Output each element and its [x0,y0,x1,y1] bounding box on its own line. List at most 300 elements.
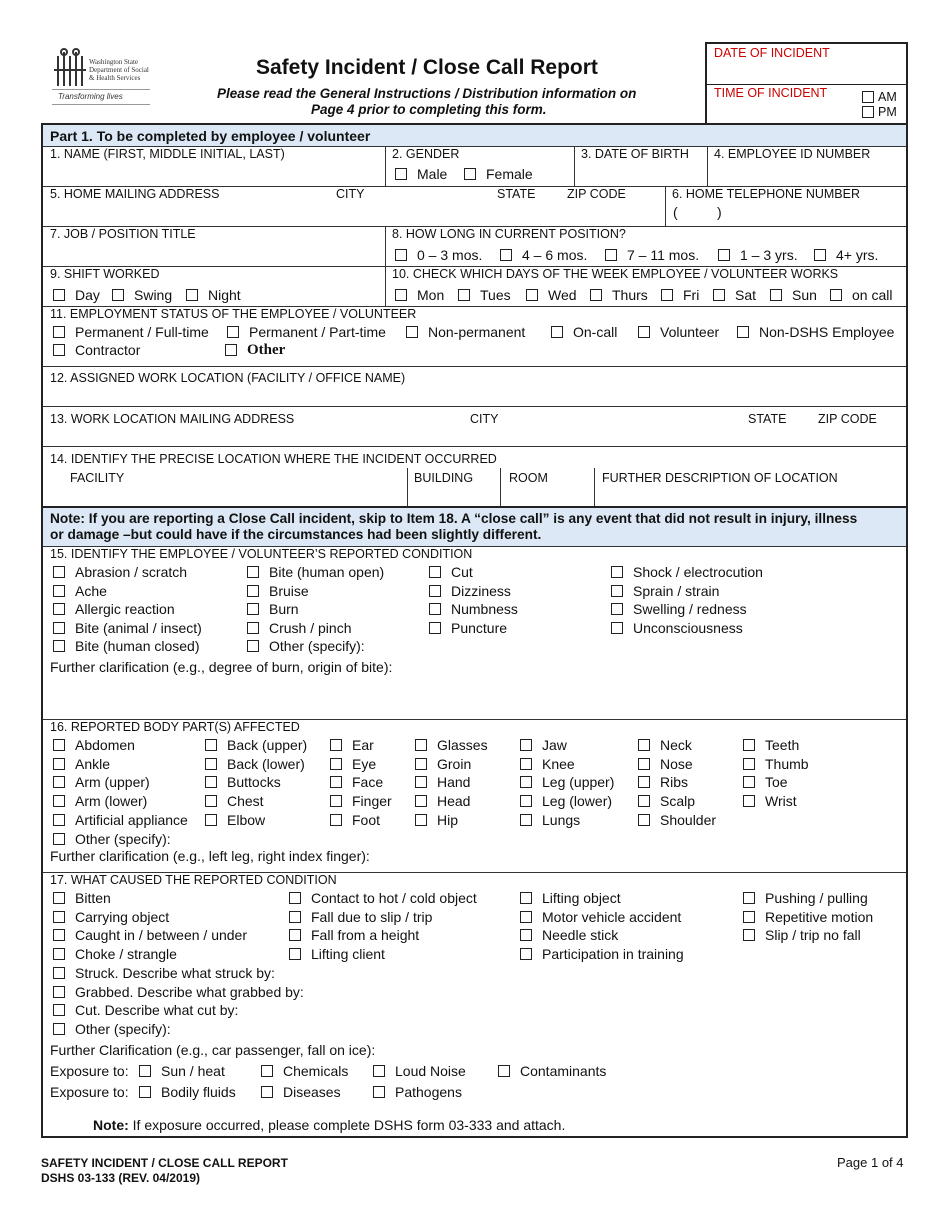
option-knee[interactable] [520,756,575,772]
checkbox[interactable] [330,739,342,751]
shift-option: Swing [134,287,173,303]
pm-checkbox[interactable] [862,106,874,118]
option-bitten[interactable] [53,890,111,906]
checkbox[interactable] [415,795,427,807]
female-label: Female [486,166,533,182]
shift-label: 9. SHIFT WORKED [50,267,160,281]
date-of-incident-label: DATE OF INCIDENT [714,46,830,60]
checkbox[interactable] [743,929,755,941]
checkbox-label: Numbness [451,601,518,617]
checkbox[interactable] [53,795,65,807]
option-ear[interactable] [330,737,374,753]
checkbox-label: Allergic reaction [75,601,175,617]
status-option: Volunteer [660,324,720,340]
day-tues-checkbox[interactable] [458,289,470,301]
checkbox-label: Shock / electrocution [633,564,763,580]
option-cut[interactable] [429,564,473,580]
tenure-option: 4 – 6 mos. [522,247,588,263]
checkbox-label: Loud Noise [395,1063,466,1079]
checkbox-label: Ear [352,737,374,753]
checkbox-label: Burn [269,601,299,617]
option-elbow[interactable] [205,812,265,828]
checkbox[interactable] [429,585,441,597]
date-of-incident-field[interactable] [707,44,906,85]
phone-paren-right: ) [717,204,722,220]
am-label: AM [878,90,897,104]
option-chemicals[interactable] [261,1063,348,1079]
checkbox[interactable] [373,1086,385,1098]
option-abrasion-scratch[interactable] [53,564,187,580]
status-option: Non-permanent [428,324,526,340]
option-jaw[interactable] [520,737,567,753]
checkbox[interactable] [330,795,342,807]
option-ankle[interactable] [53,756,110,772]
close-call-note [43,508,906,547]
tenure-4-6-checkbox[interactable] [500,249,512,261]
option-bodily-fluids[interactable] [139,1084,236,1100]
option-arm-lower[interactable] [53,793,147,809]
status-oncall-checkbox[interactable] [551,326,563,338]
checkbox-label: Other (specify): [269,638,365,654]
option-grabbed-describe-what-grabbed-by[interactable] [53,984,304,1000]
instructions-line1: Please read the General Instructions / Distribution information on [217,86,637,101]
precise-location-label: 14. IDENTIFY THE PRECISE LOCATION WHERE THE INCIDENT OCCURRED [50,452,497,466]
checkbox-label: Crush / pinch [269,619,352,636]
checkbox[interactable] [53,622,65,634]
checkbox[interactable] [53,739,65,751]
checkbox[interactable] [743,795,755,807]
logo-icon [52,48,88,88]
option-burn[interactable] [247,601,299,617]
checkbox[interactable] [247,603,259,615]
checkbox[interactable] [289,929,301,941]
option-motor-vehicle-accident[interactable] [520,909,681,925]
option-bite-human-closed[interactable] [53,638,200,654]
checkbox-label: Glasses [437,737,488,753]
job-title-label: 7. JOB / POSITION TITLE [50,227,196,241]
checkbox-label: Bodily fluids [161,1084,236,1100]
checkbox-label: Cut [451,564,473,580]
option-struck-describe-what-struck-by[interactable] [53,965,275,981]
checkbox[interactable] [638,795,650,807]
option-sprain-strain[interactable] [611,583,719,599]
option-back-upper[interactable] [205,737,307,753]
am-checkbox[interactable] [862,91,874,103]
checkbox[interactable] [330,776,342,788]
checkbox[interactable] [415,776,427,788]
checkbox-label: Bruise [269,582,309,599]
checkbox[interactable] [53,566,65,578]
option-fall-from-a-height[interactable] [289,927,419,943]
option-leg-lower[interactable] [520,793,612,809]
employee-id-label: 4. EMPLOYEE ID NUMBER [714,147,871,161]
option-needle-stick[interactable] [520,927,618,943]
option-cut-describe-what-cut-by[interactable] [53,1002,238,1018]
checkbox[interactable] [743,776,755,788]
option-bite-human-open[interactable] [247,564,384,580]
option-choke-strangle[interactable] [53,946,177,962]
checkbox[interactable] [520,814,532,826]
checkbox[interactable] [205,795,217,807]
checkbox-label: Abdomen [75,737,135,753]
checkbox[interactable] [53,603,65,615]
checkbox-label: Hip [437,811,459,828]
checkbox[interactable] [520,911,532,923]
checkbox[interactable] [638,814,650,826]
checkbox-label: Unconsciousness [633,619,743,636]
option-ache[interactable] [53,583,107,599]
checkbox[interactable] [53,929,65,941]
checkbox[interactable] [289,948,301,960]
option-face[interactable] [330,774,383,790]
pm-label: PM [878,105,897,119]
status-nondshs-checkbox[interactable] [737,326,749,338]
home-address-label: 5. HOME MAILING ADDRESS [50,187,220,201]
option-bruise[interactable] [247,583,309,599]
checkbox-label: Other (specify): [75,1020,171,1037]
checkbox[interactable] [261,1065,273,1077]
day-option: Fri [683,287,700,303]
option-diseases[interactable] [261,1084,341,1100]
status-fulltime-checkbox[interactable] [53,326,65,338]
instructions-line2: Page 4 prior to completing this form. [311,102,547,117]
page-number: Page 1 of 4 [837,1155,904,1170]
status-volunteer-checkbox[interactable] [638,326,650,338]
option-numbness[interactable] [429,601,518,617]
checkbox[interactable] [429,566,441,578]
status-other-checkbox[interactable] [225,344,237,356]
option-contaminants[interactable] [498,1063,606,1079]
checkbox[interactable] [498,1065,510,1077]
status-option: On-call [573,324,618,340]
shift-day-checkbox[interactable] [53,289,65,301]
checkbox[interactable] [330,758,342,770]
checkbox[interactable] [611,585,623,597]
day-option: on call [852,287,893,303]
checkbox-label: Lifting client [311,945,385,962]
dob-label: 3. DATE OF BIRTH [581,147,689,161]
option-carrying-object[interactable] [53,909,169,925]
day-option: Sat [735,287,757,303]
option-leg-upper[interactable] [520,774,614,790]
checkbox[interactable] [53,948,65,960]
checkbox-label: Groin [437,755,472,772]
option-lungs[interactable] [520,812,580,828]
option-unconsciousness[interactable] [611,620,743,636]
checkbox-label: Back (upper) [227,737,308,753]
checkbox[interactable] [415,814,427,826]
checkbox[interactable] [53,911,65,923]
checkbox[interactable] [261,1086,273,1098]
option-head[interactable] [415,793,470,809]
checkbox-label: Wrist [765,793,797,810]
option-foot[interactable] [330,812,380,828]
checkbox[interactable] [53,1004,65,1016]
checkbox-label: Elbow [227,811,266,828]
option-back-lower[interactable] [205,756,305,772]
status-option: Permanent / Part-time [249,324,386,340]
option-teeth[interactable] [743,737,799,753]
option-slip-trip-no-fall[interactable] [743,927,861,943]
checkbox[interactable] [520,795,532,807]
checkbox-label: Teeth [765,737,800,753]
checkbox[interactable] [53,892,65,904]
checkbox[interactable] [638,739,650,751]
checkbox-label: Caught in / between / under [75,927,248,943]
checkbox[interactable] [53,967,65,979]
tenure-option: 1 – 3 yrs. [740,247,798,263]
option-neck[interactable] [638,737,692,753]
option-other-specify[interactable] [53,831,171,847]
day-oncall-checkbox[interactable] [830,289,842,301]
checkbox[interactable] [53,776,65,788]
checkbox[interactable] [520,948,532,960]
checkbox-label: Buttocks [227,774,281,791]
option-scalp[interactable] [638,793,695,809]
checkbox-label: Bite (human closed) [75,638,200,654]
date-time-box [705,42,908,125]
employment-status-label: 11. EMPLOYMENT STATUS OF THE EMPLOYEE / VOLUNTEER [50,307,417,321]
checkbox-label: Finger [352,793,392,810]
checkbox-label: Toe [765,774,788,791]
checkbox[interactable] [53,833,65,845]
option-abdomen[interactable] [53,737,135,753]
checkbox[interactable] [611,566,623,578]
status-contractor-checkbox[interactable] [53,344,65,356]
checkbox-label: Contaminants [520,1063,607,1079]
checkbox-label: Fall due to slip / trip [311,908,433,925]
checkbox-label: Arm (lower) [75,793,148,810]
checkbox[interactable] [429,603,441,615]
checkbox[interactable] [139,1065,151,1077]
option-other-specify[interactable] [53,1021,171,1037]
checkbox-label: Ankle [75,755,111,772]
condition-clarify-label: Further clarification (e.g., degree of burn, origin of bite): [50,659,393,675]
checkbox-label: Struck. Describe what struck by: [75,965,275,981]
option-dizziness[interactable] [429,583,511,599]
checkbox[interactable] [520,892,532,904]
option-arm-upper[interactable] [53,774,150,790]
checkbox[interactable] [247,566,259,578]
option-wrist[interactable] [743,793,797,809]
option-pathogens[interactable] [373,1084,462,1100]
option-shock-electrocution[interactable] [611,564,763,580]
option-ribs[interactable] [638,774,688,790]
checkbox-label: Lifting object [542,890,621,906]
option-lifting-object[interactable] [520,890,621,906]
checkbox[interactable] [638,758,650,770]
status-nonpermanent-checkbox[interactable] [406,326,418,338]
option-sun-heat[interactable] [139,1063,225,1079]
tenure-1-3y-checkbox[interactable] [718,249,730,261]
checkbox[interactable] [53,814,65,826]
logo-line2: Department of Social [89,66,149,74]
tenure-option: 7 – 11 mos. [627,247,700,263]
option-loud-noise[interactable] [373,1063,466,1079]
checkbox-label: Jaw [542,737,567,753]
day-option: Thurs [612,287,648,303]
cause-clarify-label: Further Clarification (e.g., car passenger, fall on ice): [50,1042,376,1058]
checkbox[interactable] [415,758,427,770]
checkbox[interactable] [611,603,623,615]
checkbox[interactable] [53,758,65,770]
checkbox-label: Abrasion / scratch [75,564,188,580]
checkbox[interactable] [205,758,217,770]
tenure-7-11-checkbox[interactable] [605,249,617,261]
option-hip[interactable] [415,812,458,828]
option-lifting-client[interactable] [289,946,385,962]
status-parttime-checkbox[interactable] [227,326,239,338]
option-allergic-reaction[interactable] [53,601,175,617]
day-sun-checkbox[interactable] [770,289,782,301]
option-participation-in-training[interactable] [520,946,684,962]
option-bite-animal-insect[interactable] [53,620,202,636]
work-state-label: STATE [748,412,787,426]
female-checkbox[interactable] [464,168,476,180]
day-option: Sun [792,287,817,303]
shift-swing-checkbox[interactable] [112,289,124,301]
checkbox[interactable] [520,739,532,751]
part1-header [43,125,906,147]
checkbox-label: Swelling / redness [633,601,747,617]
option-caught-in-between-under[interactable] [53,927,247,943]
option-groin[interactable] [415,756,471,772]
exposure-note-bold: Note: [93,1117,129,1133]
checkbox[interactable] [289,911,301,923]
checkbox-label: Diseases [283,1084,341,1100]
checkbox-label: Foot [352,811,381,828]
checkbox-label: Eye [352,755,377,772]
checkbox-label: Face [352,774,384,791]
option-shoulder[interactable] [638,812,716,828]
checkbox-label: Other (specify): [75,830,171,847]
option-thumb[interactable] [743,756,809,772]
checkbox[interactable] [53,1023,65,1035]
condition-label: 15. IDENTIFY THE EMPLOYEE / VOLUNTEER’S REPORTED CONDITION [50,547,473,561]
day-mon-checkbox[interactable] [395,289,407,301]
option-fall-due-to-slip-trip[interactable] [289,909,432,925]
tenure-4plus-checkbox[interactable] [814,249,826,261]
checkbox[interactable] [330,814,342,826]
checkbox[interactable] [743,758,755,770]
checkbox-label: Cut. Describe what cut by: [75,1002,239,1018]
body-part-clarify-label: Further clarification (e.g., left leg, right index finger): [50,848,370,864]
male-label: Male [417,166,448,182]
option-repetitive-motion[interactable] [743,909,873,925]
day-fri-checkbox[interactable] [661,289,673,301]
option-puncture[interactable] [429,620,507,636]
checkbox-label: Thumb [765,755,809,772]
option-toe[interactable] [743,774,788,790]
day-option: Tues [480,287,511,303]
checkbox-label: Sun / heat [161,1063,225,1079]
checkbox[interactable] [520,776,532,788]
checkbox[interactable] [743,739,755,751]
checkbox[interactable] [139,1086,151,1098]
checkbox[interactable] [247,640,259,652]
footer-title: SAFETY INCIDENT / CLOSE CALL REPORT [41,1156,288,1170]
checkbox-label: Head [437,793,471,810]
part1-title: Part 1. To be completed by employee / volunteer [50,128,371,144]
checkbox[interactable] [743,911,755,923]
checkbox[interactable] [205,814,217,826]
option-nose[interactable] [638,756,693,772]
checkbox-label: Bite (human open) [269,564,385,580]
tenure-label: 8. HOW LONG IN CURRENT POSITION? [392,227,626,241]
checkbox[interactable] [247,622,259,634]
status-option: Contractor [75,342,141,358]
form-body [41,123,908,1138]
option-contact-to-hot-cold-object[interactable] [289,890,477,906]
tenure-0-3-checkbox[interactable] [395,249,407,261]
day-wed-checkbox[interactable] [526,289,538,301]
checkbox[interactable] [205,776,217,788]
checkbox[interactable] [289,892,301,904]
option-eye[interactable] [330,756,376,772]
checkbox-label: Fall from a height [311,927,420,943]
day-thurs-checkbox[interactable] [590,289,602,301]
day-sat-checkbox[interactable] [713,289,725,301]
checkbox-label: Scalp [660,793,696,810]
home-zip-label: ZIP CODE [567,187,626,201]
shift-night-checkbox[interactable] [186,289,198,301]
option-artificial-appliance[interactable] [53,812,188,828]
option-glasses[interactable] [415,737,488,753]
checkbox-label: Back (lower) [227,755,305,772]
checkbox[interactable] [415,739,427,751]
checkbox[interactable] [638,776,650,788]
work-zip-label: ZIP CODE [818,412,877,426]
checkbox-label: Puncture [451,619,508,636]
checkbox-label: Nose [660,755,693,772]
checkbox-label: Pathogens [395,1084,462,1100]
option-swelling-redness[interactable] [611,601,747,617]
option-finger[interactable] [330,793,392,809]
option-buttocks[interactable] [205,774,281,790]
checkbox[interactable] [611,622,623,634]
shift-option: Night [208,287,241,303]
tenure-option: 0 – 3 mos. [417,247,483,263]
building-label: BUILDING [414,471,474,485]
checkbox[interactable] [373,1065,385,1077]
option-crush-pinch[interactable] [247,620,351,636]
exposure-label-1: Exposure to: [50,1063,129,1079]
checkbox[interactable] [247,585,259,597]
option-chest[interactable] [205,793,264,809]
work-location-label: 12. ASSIGNED WORK LOCATION (FACILITY / OFFICE NAME) [50,371,406,385]
checkbox-label: Leg (lower) [542,793,613,810]
gender-label: 2. GENDER [392,147,460,161]
option-pushing-pulling[interactable] [743,890,868,906]
checkbox[interactable] [520,929,532,941]
checkbox-label: Sprain / strain [633,582,720,599]
checkbox[interactable] [520,758,532,770]
checkbox[interactable] [743,892,755,904]
male-checkbox[interactable] [395,168,407,180]
checkbox[interactable] [205,739,217,751]
work-address-label: 13. WORK LOCATION MAILING ADDRESS [50,412,295,426]
option-hand[interactable] [415,774,470,790]
checkbox[interactable] [53,585,65,597]
checkbox[interactable] [429,622,441,634]
checkbox[interactable] [53,640,65,652]
option-other-specify[interactable] [247,638,365,654]
checkbox[interactable] [53,986,65,998]
checkbox-label: Leg (upper) [542,774,615,791]
checkbox-label: Artificial appliance [75,811,188,828]
form-title: Safety Incident / Close Call Report [256,56,598,79]
days-label: 10. CHECK WHICH DAYS OF THE WEEK EMPLOYEE / VOLUNTEER WORKS [392,267,839,281]
